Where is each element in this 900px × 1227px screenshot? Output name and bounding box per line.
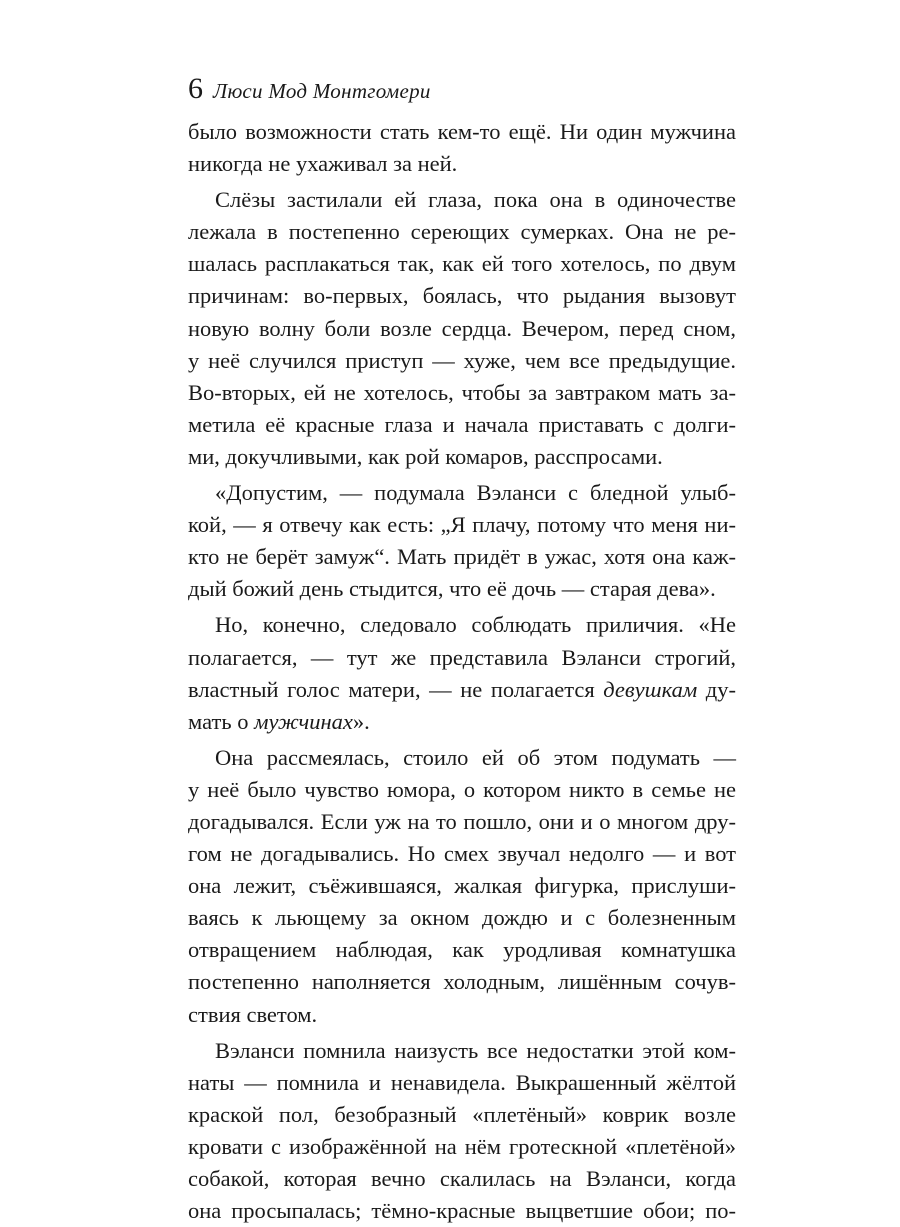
paragraph	[188, 742, 736, 1031]
text-line: у неё случился приступ — хуже, чем все предыдущие.	[188, 347, 736, 373]
paragraph	[188, 609, 736, 737]
text-line: Слёзы застилали ей глаза, пока она в одиночестве	[215, 187, 736, 213]
text-line: шалась расплакаться так, как ей того хотелось, по двум	[188, 251, 736, 277]
text-line: никогда не ухаживал за ней.	[188, 151, 458, 177]
text-line: догадывался. Если уж на то пошло, они и о многом дру-	[188, 808, 736, 834]
text-segment: ».	[352, 708, 370, 734]
text-line: постепенно наполняется холодным, лишённым сочув-	[188, 969, 736, 995]
text-segment: властный голос матери, — не полагается	[188, 676, 604, 702]
text-line: ствия светом.	[188, 1001, 318, 1027]
text-line: причинам: во-первых, боялась, что рыдания вызовут	[188, 283, 736, 309]
text-line: Во-вторых, ей не хотелось, чтобы за завтраком мать за-	[188, 379, 736, 405]
text-segment: ду-	[697, 676, 736, 702]
paragraph	[188, 1035, 736, 1227]
text-line: у неё было чувство юмора, о котором никто в семье не	[188, 776, 736, 802]
text-line: кто не берёт замуж“. Мать придёт в ужас, хотя она каж-	[188, 544, 736, 570]
text-line: было возможности стать кем-то ещё. Ни один мужчина	[188, 119, 736, 144]
text-line: Она рассмеялась, стоило ей об этом подумать —	[215, 744, 736, 770]
text-line: отвращением наблюдая, как уродливая комнатушка	[188, 937, 736, 963]
running-head	[188, 72, 431, 106]
text-line: гом не догадывались. Но смех звучал недолго — и вот	[188, 841, 736, 867]
text-line: наты — помнила и ненавидела. Выкрашенный жёлтой	[188, 1069, 736, 1095]
paragraph	[188, 116, 736, 180]
text-line: собакой, которая вечно скалилась на Вэланси, когда	[188, 1166, 736, 1191]
body-text	[188, 116, 736, 1227]
page-number: 6	[188, 72, 203, 105]
text-line: кой, — я отвечу как есть: „Я плачу, потому что меня ни-	[188, 512, 736, 538]
text-line: ваясь к льющему за окном дождю и с болезненным	[188, 905, 736, 931]
text-line: дый божий день стыдится, что её дочь — старая дева».	[188, 576, 716, 602]
paragraph	[188, 184, 736, 473]
text-line: краской пол, безобразный «плетёный» коврик возле	[188, 1101, 736, 1127]
text-line: она лежит, съёжившаяся, жалкая фигурка, прислуши-	[188, 873, 736, 899]
text-line: метила её красные глаза и начала приставать с долги-	[188, 411, 736, 437]
text-line: Вэланси помнила наизусть все недостатки этой ком-	[215, 1037, 736, 1063]
text-line: полагается, — тут же представила Вэланси строгий,	[188, 644, 736, 670]
text-line: лежала в постепенно сереющих сумерках. Она не ре-	[188, 219, 736, 245]
text-line: ми, докучливыми, как рой комаров, расспросами.	[188, 443, 663, 469]
text-line-with-emphasis	[188, 674, 736, 706]
emphasis: мужчинах	[254, 708, 353, 734]
author-name: Люси Мод Монтгомери	[213, 79, 431, 103]
text-line: «Допустим, — подумала Вэланси с бледной улыб-	[215, 480, 736, 506]
text-line: Но, конечно, следовало соблюдать приличия. «Не	[215, 612, 736, 638]
emphasis: девушкам	[603, 676, 698, 702]
paragraph	[188, 477, 736, 605]
text-line: новую волну боли возле сердца. Вечером, перед сном,	[188, 315, 736, 341]
text-line: кровати с изображённой на нём гротескной «плетёной»	[188, 1133, 736, 1159]
text-line: она просыпалась; тёмно-красные выцветшие обои; по-	[188, 1198, 736, 1224]
text-line-with-emphasis	[188, 706, 736, 738]
text-segment: мать о	[188, 708, 255, 734]
